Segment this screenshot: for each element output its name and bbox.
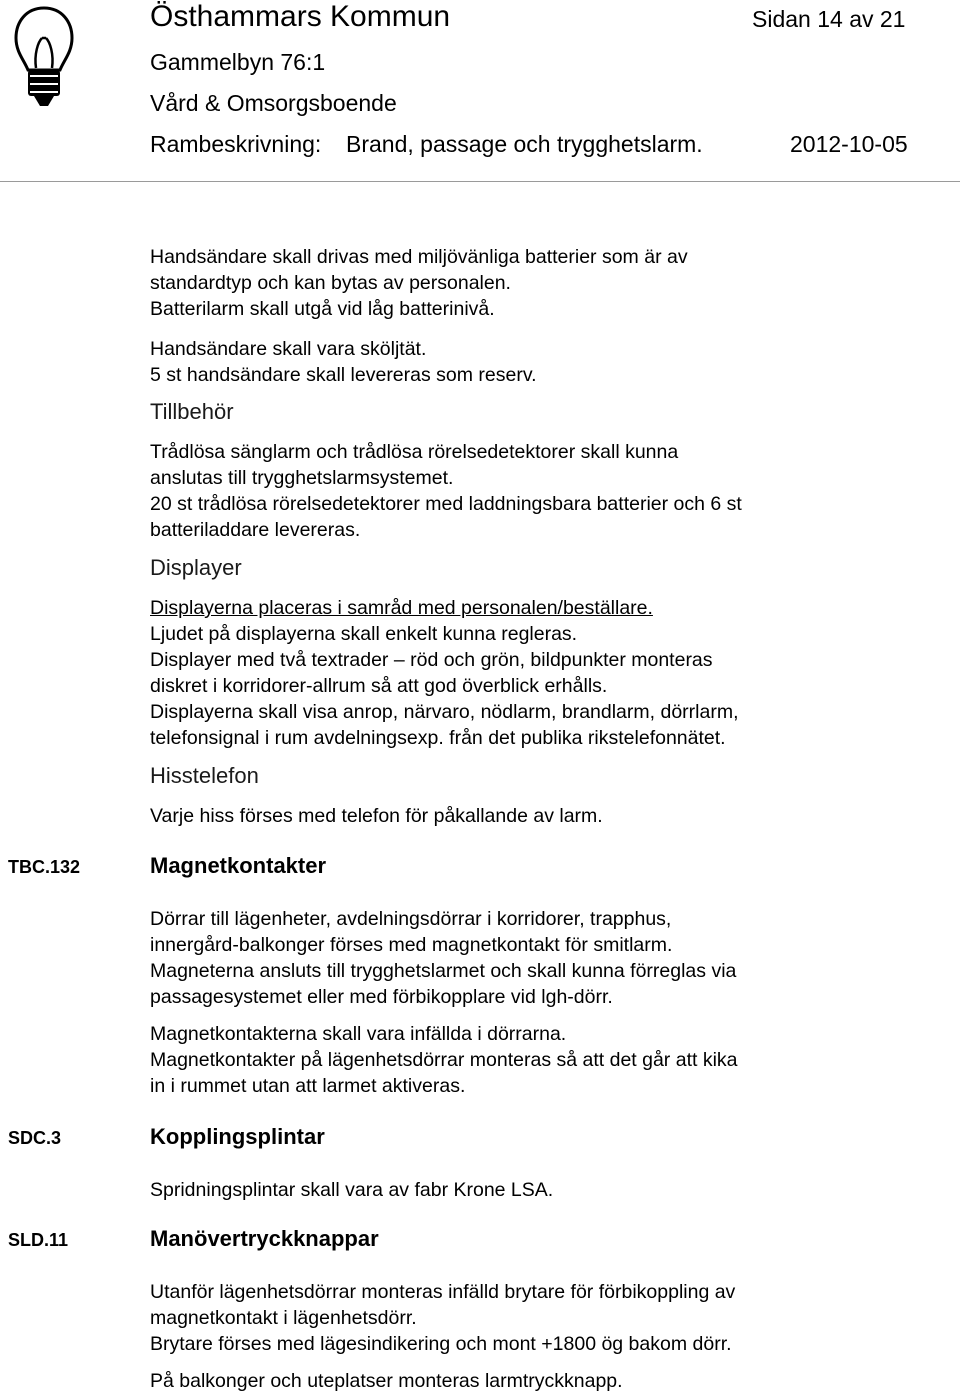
document-title: Brand, passage och trygghetslarm.: [346, 131, 703, 157]
section-line: in i rummet utan att larmet aktiveras.: [150, 1075, 466, 1097]
displayer-line: Ljudet på displayerna skall enkelt kunna regleras.: [150, 623, 578, 645]
subheading-hisstelefon: Hisstelefon: [150, 763, 259, 788]
tillbehor-line: anslutas till trygghetslarmsystemet.: [150, 467, 454, 489]
intro-line: Handsändare skall vara sköljtät.: [150, 338, 427, 360]
displayer-line: telefonsignal i rum avdelningsexp. från det publika rikstelefonnätet.: [150, 727, 726, 749]
section-line: innergård-balkonger förses med magnetkontakt för smitlarm.: [150, 934, 673, 956]
section-line: Brytare förses med lägesindikering och mont +1800 ög bakom dörr.: [150, 1333, 732, 1355]
header-divider: [0, 181, 960, 182]
section-line: Magnetkontakterna skall vara infällda i dörrarna.: [150, 1023, 567, 1045]
document-label: Rambeskrivning:: [150, 131, 322, 157]
displayer-line: diskret i korridorer-allrum så att god överblick erhålls.: [150, 675, 608, 697]
tillbehor-line: 20 st trådlösa rörelsedetektorer med laddningsbara batterier och 6 st: [150, 493, 742, 515]
section-line: Spridningsplintar skall vara av fabr Krone LSA.: [150, 1179, 554, 1201]
section-line: Dörrar till lägenheter, avdelningsdörrar i korridorer, trapphus,: [150, 908, 672, 930]
page-number: Sidan 14 av 21: [752, 6, 906, 32]
property-designation: Gammelbyn 76:1: [150, 49, 326, 75]
section-line: magnetkontakt i lägenhetsdörr.: [150, 1307, 417, 1329]
section-code: TBC.132: [8, 857, 81, 877]
displayer-line: Displayer med två textrader – röd och grön, bildpunkter monteras: [150, 649, 713, 671]
section-code: SDC.3: [8, 1128, 62, 1148]
document-date: 2012-10-05: [790, 131, 908, 157]
facility-name: Vård & Omsorgsboende: [150, 90, 397, 116]
tillbehor-line: batteriladdare levereras.: [150, 519, 361, 541]
tillbehor-line: Trådlösa sänglarm och trådlösa rörelsedetektorer skall kunna: [150, 441, 679, 463]
section-line: Magneterna ansluts till trygghetslarmet och skall kunna förreglas via: [150, 960, 737, 982]
intro-line: 5 st handsändare skall levereras som reserv.: [150, 364, 537, 386]
hisstelefon-line: Varje hiss förses med telefon för påkallande av larm.: [150, 805, 603, 827]
section-line: passagesystemet eller med förbikopplare vid lgh-dörr.: [150, 986, 613, 1008]
section-title: Manövertryckknappar: [150, 1226, 379, 1251]
intro-line: Handsändare skall drivas med miljövänliga batterier som är av: [150, 246, 688, 268]
section-line: På balkonger och uteplatser monteras larmtryckknapp.: [150, 1370, 623, 1392]
displayer-line: Displayerna skall visa anrop, närvaro, nödlarm, brandlarm, dörrlarm,: [150, 701, 739, 723]
subheading-displayer: Displayer: [150, 555, 242, 580]
organization-name: Östhammars Kommun: [150, 0, 451, 33]
section-line: Utanför lägenhetsdörrar monteras infälld brytare för förbikoppling av: [150, 1281, 736, 1303]
section-title: Magnetkontakter: [150, 853, 327, 878]
light-bulb-logo-icon: [12, 4, 76, 112]
section-code: SLD.11: [8, 1230, 69, 1250]
intro-line: standardtyp och kan bytas av personalen.: [150, 272, 511, 294]
displayer-line: Displayerna placeras i samråd med personalen/beställare.: [150, 597, 653, 619]
section-title: Kopplingsplintar: [150, 1124, 325, 1149]
section-line: Magnetkontakter på lägenhetsdörrar monteras så att det går att kika: [150, 1049, 738, 1071]
subheading-tillbehor: Tillbehör: [150, 399, 234, 424]
intro-line: Batterilarm skall utgå vid låg batterinivå.: [150, 298, 495, 320]
